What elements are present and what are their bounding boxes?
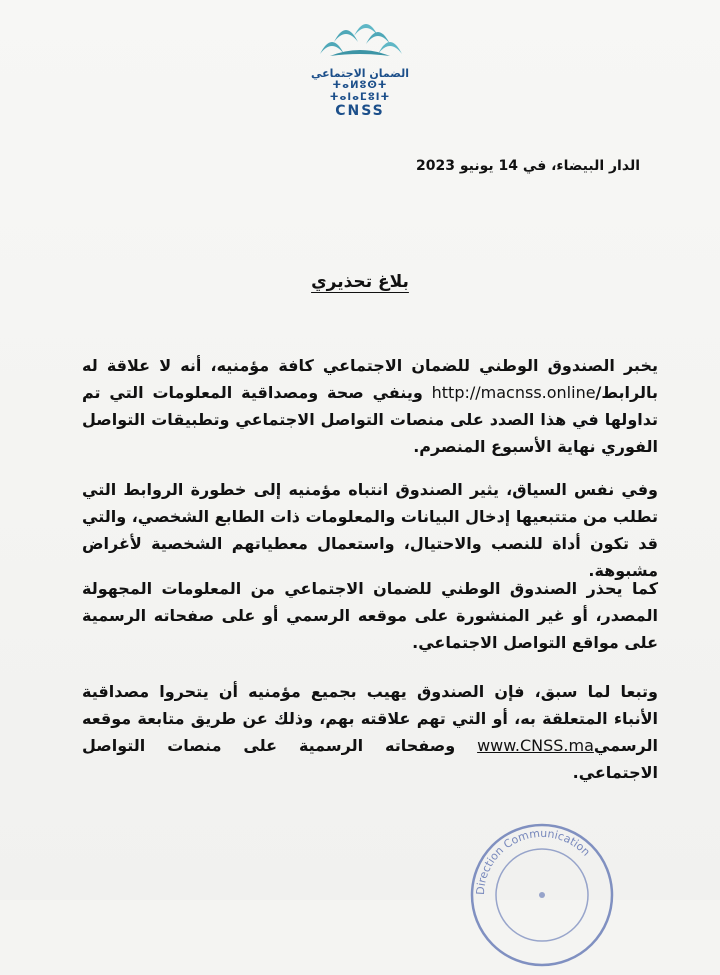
paragraph-1 (82, 352, 658, 460)
paragraph-3: كما يحذر الصندوق الوطني للضمان الاجتماعي من المعلومات المجهولة المصدر، أو غير المنشورة على موقعه الرسمي أو على صفحاته الرسمية على مواقع التواصل الاجتماعي. (82, 579, 658, 652)
logo-tifinagh-text: ⵜⴰⵍⵓⵙⵜ ⵜⴰⵏⴰⵎⵓⵏⵜ (329, 80, 391, 103)
logo-acronym: CNSS (335, 103, 385, 119)
paragraph-4-text-a: وتبعا لما سبق، فإن الصندوق يهيب بجميع مؤمنيه أن يتحروا مصداقية الأنباء المتعلقة به، أو التي تهم علاقته بهم، وذلك عن طريق متابعة موقعه الرسمي (82, 682, 658, 755)
stamp-text: Direction Communication (473, 826, 593, 896)
paragraph-1-text-a: يخبر الصندوق الوطني للضمان الاجتماعي كافة مؤمنيه، أنه لا علاقة له بالرابط/ (82, 356, 658, 402)
paragraph-1-text-b: وينفي صحة ومصداقية المعلومات التي تم تداولها في هذا الصدد على منصات التواصل الاجتماعي وتطبيقات التواصل الفوري نهاية الأسبوع المنصرم. (82, 383, 658, 456)
paragraph-4 (82, 678, 658, 786)
document-title: بلاغ تحذيري (311, 272, 409, 292)
cnss-logo (305, 16, 415, 121)
logo-arabic-text: الضمان الاجتماعي (311, 67, 409, 80)
paragraph-2: وفي نفس السياق، يثير الصندوق انتباه مؤمنيه إلى خطورة الروابط التي تطلب من متتبعيها إدخال البيانات والمعلومات ذات الطابع الشخصي، والتي قد تكون أداة للنصب والاحتيال، واستعمال معطياتهم الشخصية لأغراض مشبوهة. (82, 480, 658, 580)
svg-text:Direction Communication (474, 827, 593, 895)
umbrella-logo-icon (310, 16, 410, 68)
paragraph-4-text-b: وصفحاته الرسمية على منصات التواصل الاجتماعي. (82, 736, 658, 782)
date-line: الدار البيضاء، في 14 يونيو 2023 (416, 158, 640, 174)
official-stamp (462, 815, 622, 975)
official-website-link[interactable]: www.CNSS.ma (477, 736, 594, 755)
suspicious-link[interactable]: http://macnss.online (431, 383, 596, 402)
